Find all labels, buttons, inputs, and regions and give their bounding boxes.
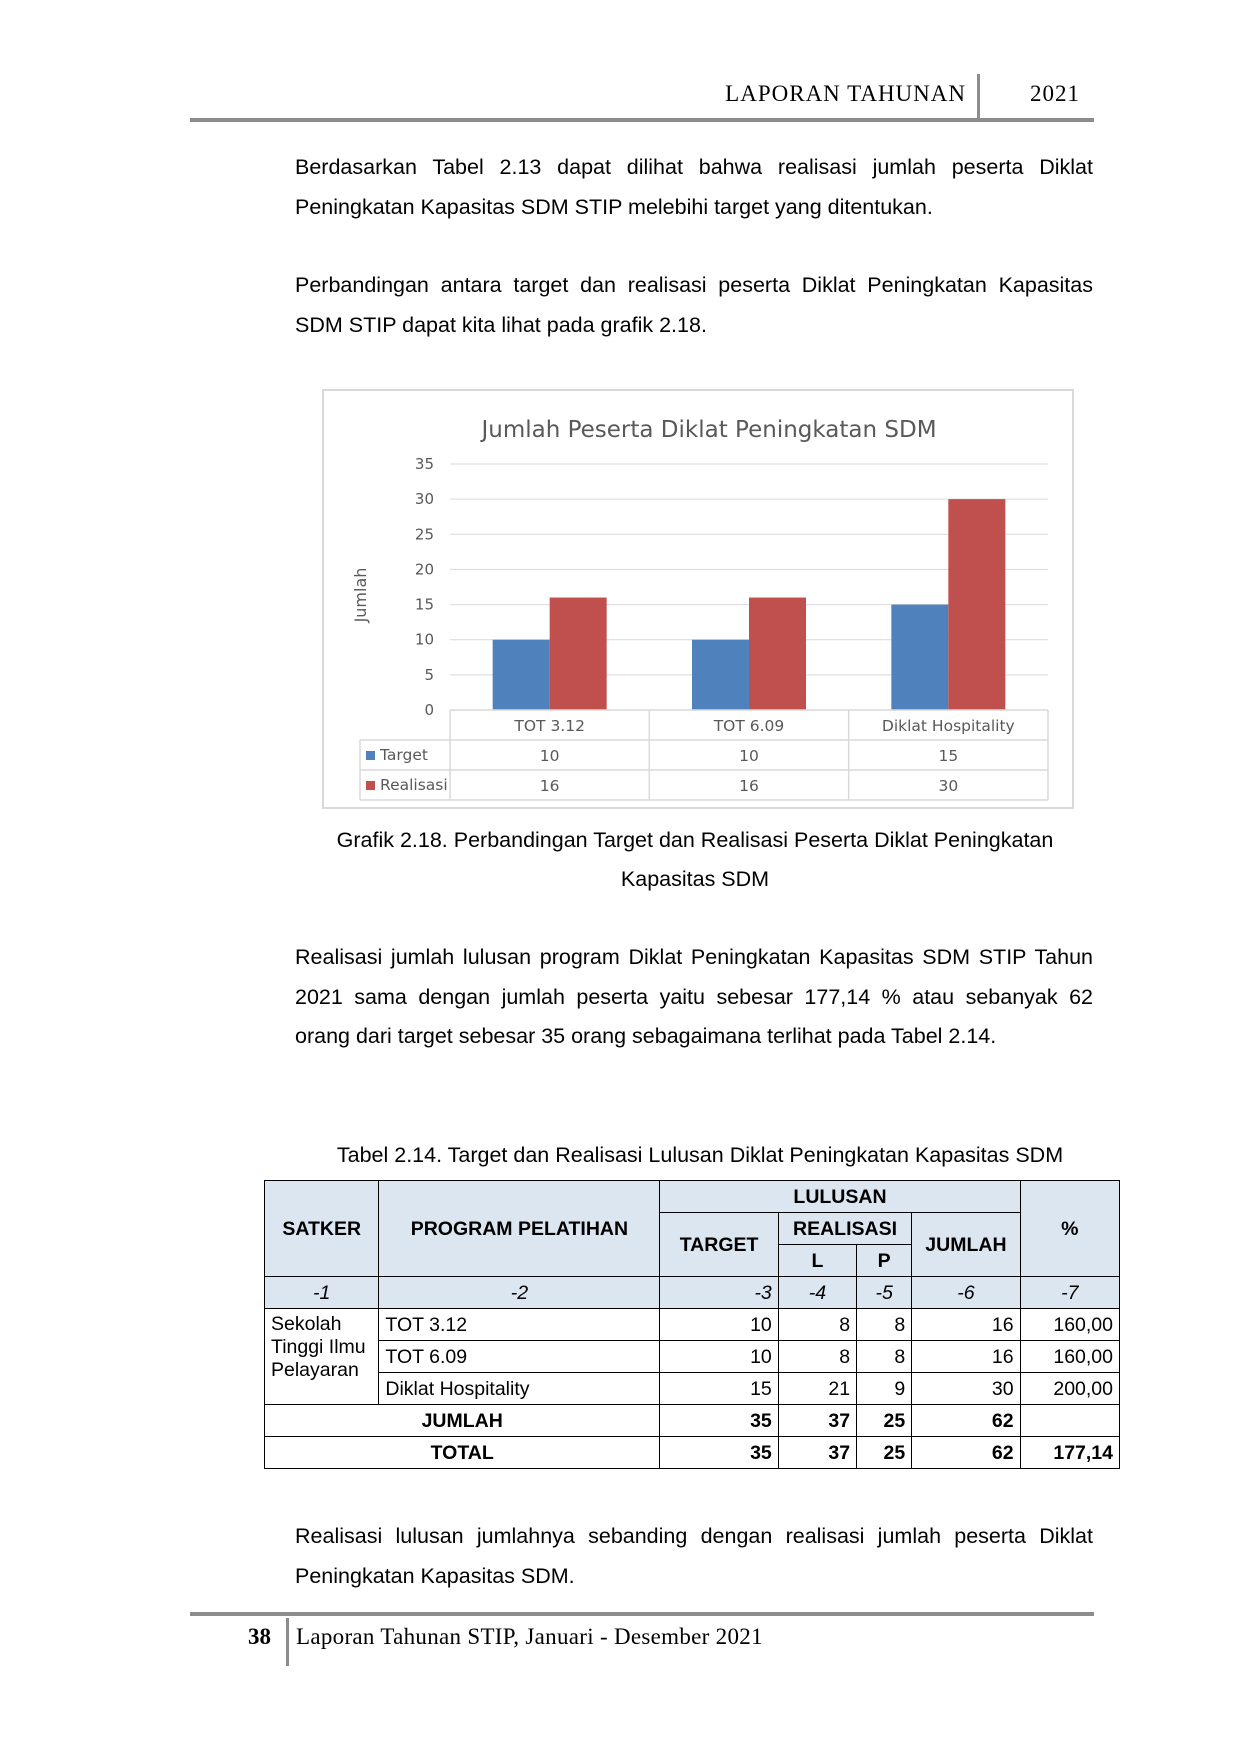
y-tick-label: 25 [414,525,434,544]
bar-target [891,605,948,710]
p-cell: 8 [857,1341,912,1373]
legend-swatch-target [366,751,375,760]
chart-title: Jumlah Peserta Diklat Peningkatan SDM [481,417,937,443]
l-cell: 37 [778,1437,856,1469]
header-separator [977,74,980,122]
data-value-label: 10 [739,747,759,765]
header-target: TARGET [660,1213,778,1277]
legend-swatch-realisasi [366,781,375,790]
l-cell: 8 [778,1309,856,1341]
bar-realisasi [948,499,1005,710]
bar-chart [322,389,1074,809]
bar-realisasi [749,598,806,710]
bar-realisasi [550,598,607,710]
percent-cell: 177,14 [1020,1437,1119,1469]
target-cell: 10 [660,1309,778,1341]
x-category-label: TOT 3.12 [514,717,585,735]
jumlah-cell: 16 [912,1341,1020,1373]
column-number: -6 [912,1277,1020,1309]
legend-label-target: Target [380,746,428,764]
percent-cell: 160,00 [1020,1309,1119,1341]
lulusan-table [264,1180,1120,1469]
page-header [190,68,1094,122]
p-cell: 25 [857,1437,912,1469]
column-number: -1 [265,1277,379,1309]
jumlah-cell: 30 [912,1373,1020,1405]
paragraph-2: Perbandingan antara target dan realisasi peserta Diklat Peningkatan Kapasitas SDM STIP dapat kita lihat pada grafik 2.18. [295,273,1093,337]
chart-caption [300,821,1090,899]
y-tick-label: 20 [414,560,434,579]
footer-separator [286,1618,289,1666]
p-cell: 25 [857,1405,912,1437]
header-title: LAPORAN TAHUNAN [725,81,966,106]
y-tick-label: 0 [424,701,434,719]
data-value-label: 30 [938,777,959,795]
paragraph-4: Realisasi lulusan jumlahnya sebanding dengan realisasi jumlah peserta Diklat Peningkatan Kapasitas SDM. [295,1524,1093,1588]
header-p: P [857,1245,912,1277]
header-rule [190,118,1094,122]
x-category-label: TOT 6.09 [713,717,785,735]
header-percent: % [1020,1181,1119,1277]
l-cell: 8 [778,1341,856,1373]
column-number: -4 [778,1277,856,1309]
column-number-row [265,1277,1120,1309]
data-value-label: 16 [539,777,560,795]
table-row [265,1373,1120,1405]
column-number: -2 [379,1277,660,1309]
total-row [265,1437,1120,1469]
l-cell: 21 [778,1373,856,1405]
satker-cell: Sekolah Tinggi Ilmu Pelayaran [265,1309,379,1405]
header-jumlah: JUMLAH [912,1213,1020,1277]
y-axis-label: Jumlah [351,567,370,623]
header-l: L [778,1245,856,1277]
page-number: 38 [248,1624,271,1649]
paragraph-3: Realisasi jumlah lulusan program Diklat Peningkatan Kapasitas SDM STIP Tahun 2021 sama dengan jumlah peserta yaitu sebesar 177,14 % atau sebanyak 62 orang dari target sebesar 35 orang sebagaimana terlihat pada Tabel 2.14. [295,945,1093,1048]
column-number: -7 [1020,1277,1119,1309]
column-number: -5 [857,1277,912,1309]
header-lulusan: LULUSAN [660,1181,1020,1213]
page-footer [190,1612,1094,1672]
y-tick-label: 5 [424,665,434,684]
chart-caption-line-1: Grafik 2.18. Perbandingan Target dan Realisasi Peserta Diklat Peningkatan [336,828,1054,852]
column-number: -3 [660,1277,778,1309]
percent-cell: 200,00 [1020,1373,1119,1405]
total-label: TOTAL [265,1437,660,1469]
y-tick-label: 35 [414,455,434,473]
jumlah-cell: 62 [912,1405,1020,1437]
paragraph-1: Berdasarkan Tabel 2.13 dapat dilihat bahwa realisasi jumlah peserta Diklat Peningkatan Kapasitas SDM STIP melebihi target yang ditentukan. [295,155,1093,219]
y-tick-label: 10 [414,630,434,649]
header-program: PROGRAM PELATIHAN [379,1181,660,1277]
program-cell: TOT 3.12 [379,1309,660,1341]
percent-cell [1020,1405,1119,1437]
footer-text: Laporan Tahunan STIP, Januari - Desember 2021 [296,1624,763,1649]
bar-target [692,640,749,710]
percent-cell: 160,00 [1020,1341,1119,1373]
target-cell: 35 [660,1405,778,1437]
header-satker: SATKER [265,1181,379,1277]
data-value-label: 15 [938,747,959,765]
header-realisasi: REALISASI [778,1213,911,1245]
program-cell: TOT 6.09 [379,1341,660,1373]
chart-caption-line-2: Kapasitas SDM [620,867,770,891]
header-year: 2021 [1030,81,1080,106]
legend-label-realisasi: Realisasi [380,776,448,794]
p-cell: 8 [857,1309,912,1341]
table-caption: Tabel 2.14. Target dan Realisasi Lulusan Diklat Peningkatan Kapasitas SDM [336,1143,1064,1167]
jumlah-label: JUMLAH [265,1405,660,1437]
y-tick-label: 30 [414,490,434,509]
jumlah-cell: 16 [912,1309,1020,1341]
data-value-label: 16 [739,777,759,795]
table-row [265,1309,1120,1341]
table-row [265,1341,1120,1373]
l-cell: 37 [778,1405,856,1437]
bar-target [493,640,550,710]
x-category-label: Diklat Hospitality [881,717,1015,735]
jumlah-cell: 62 [912,1437,1020,1469]
p-cell: 9 [857,1373,912,1405]
jumlah-row [265,1405,1120,1437]
target-cell: 15 [660,1373,778,1405]
program-cell: Diklat Hospitality [379,1373,660,1405]
target-cell: 35 [660,1437,778,1469]
data-value-label: 10 [539,747,560,765]
y-tick-label: 15 [414,595,434,614]
target-cell: 10 [660,1341,778,1373]
footer-rule [190,1612,1094,1616]
